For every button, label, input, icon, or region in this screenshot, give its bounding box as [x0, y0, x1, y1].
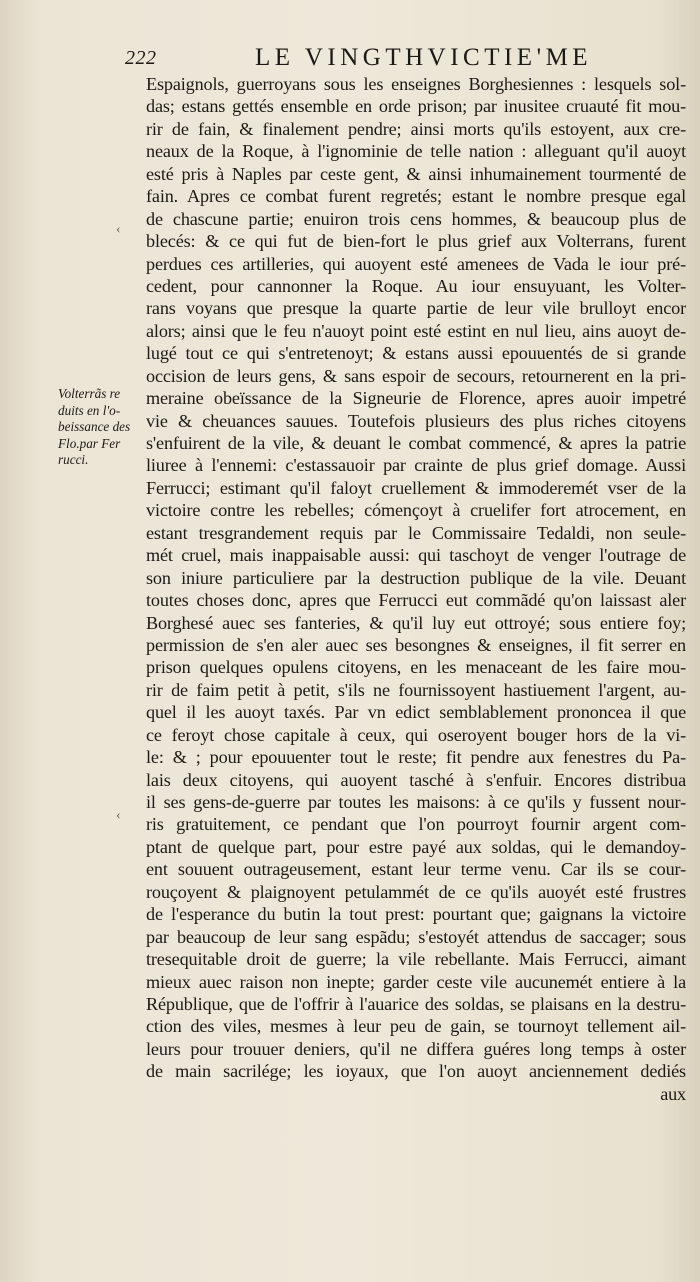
text-line: ris gratuitement, ce pendant que l'on pourroyt fournir argent com- [146, 814, 686, 835]
text-line: toutes choses donc, apres que Ferrucci eut commãdé qu'on laissast aler [146, 590, 686, 611]
text-line: de l'esperance du butin la tout prest: pourtant que; gaignans la victoire [146, 904, 686, 925]
text-line: meraine obeïssance de la Signeurie de Florence, apres auoir impetré [146, 388, 686, 409]
margin-mark: ‹ [116, 222, 121, 237]
text-line: le: & ; pour epouuenter tout le reste; fit pendre aux fenestres du Pa- [146, 747, 686, 768]
text-line: neaux de la Roque, à l'ignominie de telle nation : alleguant qu'il auoyt [146, 141, 686, 162]
marginal-note-line: duits en l'o- [58, 402, 121, 418]
marginal-note-line: beissance des [58, 419, 131, 434]
marginal-note-line: Volterrãs re [58, 386, 121, 401]
text-line: ction des viles, mesmes à leur peu de gain, se tournoyt tellement ail- [146, 1016, 686, 1037]
text-line: perdues ces artilleries, qui auoyent esté amenees de Vada le iour pré- [146, 253, 686, 274]
text-line: fain. Apres ce combat furent regretés; estant le nombre presque egal [146, 186, 686, 207]
text-line: prison quelques opulens citoyens, en les menaceant de les faire mou- [146, 657, 686, 678]
text-line: Ferrucci; estimant qu'il faloyt cruellement & immoderemét vser de la [146, 477, 686, 498]
text-line: mieux auec raison non inepte; garder ceste vile aucunemét entiere à la [146, 971, 686, 992]
text-line: rans voyans que presque la quarte partie de leur vile brulloyt encor [146, 298, 686, 319]
text-line: victoire contre les rebelles; cómençoyt à cruelifer fort atrocement, en [146, 500, 686, 521]
margin-mark: ‹ [116, 808, 121, 823]
text-line: ce feroyt chose capitale à ceux, qui oseroyent bouger hors de la vi- [146, 724, 686, 745]
text-line: tresequitable droit de guerre; la vile rebellante. Mais Ferrucci, aimant [146, 949, 686, 970]
text-line: Borghesé auec ses fanteries, & qu'il luy eut ottroyé; sous entiere foy; [146, 612, 686, 633]
text-line: leurs pour trouuer deniers, qu'il ne differa guéres long temps à oster [146, 1038, 686, 1059]
text-line: vie & cheuances sauues. Toutefois plusieurs des plus riches citoyens [146, 410, 686, 431]
text-line: s'enfuirent de la vile, & deuant le combat commencé, & apres la patrie [146, 433, 686, 453]
marginal-note [58, 386, 140, 469]
text-line: aux [660, 1083, 686, 1104]
text-line: lais deux citoyens, qui auoyent tasché à s'enfuir. Encores distribua [146, 769, 686, 790]
text-line: das; estans gettés ensemble en orde prison; par inusitee cruauté fit mou- [146, 96, 686, 117]
body-text [146, 73, 686, 1105]
page-number: 222 [125, 47, 157, 69]
text-line: quel il les auoyt taxés. Par vn edict semblablement prononcea il que [146, 702, 686, 723]
text-line: de chascune partie; enuiron trois cens hommes, & beaucoup plus de [146, 208, 686, 229]
text-line: République, que de l'offrir à l'auarice des soldas, se plaisans en la destru- [146, 993, 686, 1014]
text-line: rir de fain, & finalement pendre; ainsi morts qu'ils estoyent, aux cre- [146, 118, 686, 139]
running-head: LE VINGTHVICTIE'ME [255, 44, 593, 71]
marginal-note-line: rucci. [58, 452, 89, 467]
text-line: son iniure particuliere par la destruction publique de la vile. Deuant [146, 567, 686, 588]
text-line: rouçoyent & plaignoyent petulammét de ce qu'ils auoyét esté frustres [146, 881, 686, 902]
text-line: rir de faim petit à petit, s'ils ne fournissoyent hastiuement l'argent, au- [146, 679, 686, 700]
text-line: lugé tout ce qui s'entretenoyt; & estans aussi epouuentés de si grande [146, 343, 686, 364]
text-line: par beaucoup de leur sang espãdu; s'estoyét attendus de saccager; sous [146, 926, 686, 947]
text-line: il ses gens-de-guerre par toutes les maisons: à ce qu'ils y fussent nour- [146, 792, 686, 812]
text-line: permission de s'en aler auec ses besongnes & enseignes, il fit serrer en [146, 634, 686, 655]
text-line: ent souuent outrageusement, estant leur terme venu. Car ils se cour- [146, 859, 686, 880]
text-line: estant tresgrandement requis par le Commissaire Tedaldi, non seule- [146, 522, 686, 543]
text-line: ptant de quelque part, pour estre payé aux soldas, qui le demandoy- [146, 836, 686, 857]
text-line: alors; ainsi que le feu n'auoyt point esté estint en nul lieu, ains auoyt de- [146, 320, 686, 341]
text-line: cedent, pour cannonner la Roque. Au iour ensuyuant, les Volter- [146, 275, 686, 296]
text-line: Espaignols, guerroyans sous les enseignes Borghesiennes : lesquels sol- [146, 74, 686, 94]
text-line: esté pris à Naples par ceste gent, & ainsi inhumainement tourmenté de [146, 163, 686, 184]
text-line: occision de leurs gens, & sans espoir de secours, retournerent en la pri- [146, 365, 686, 386]
text-line: de main sacrilége; les ioyaux, que l'on auoyt anciennement dediés [146, 1061, 686, 1082]
text-line: mét cruel, mais inappaisable aussi: qui taschoyt de venger l'outrage de [146, 545, 686, 566]
marginal-note-line: Flo.par Fer [58, 435, 121, 451]
text-line: liuree à l'ennemi: c'estassauoir par crainte de plus grief domage. Aussi [146, 455, 686, 476]
text-line: blecés: & ce qui fut de bien-fort le plus grief aux Volterrans, furent [146, 231, 686, 252]
